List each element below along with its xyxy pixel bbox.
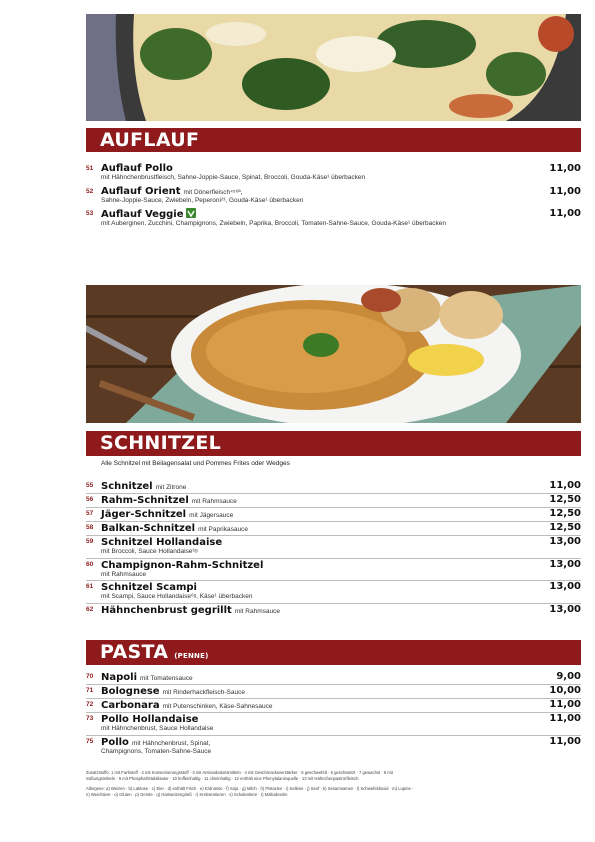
allergens-note: Allergene: a) Weizen · b) Laktose · c) Eier · d) enthält Fisch · e) Erdnüsse · f) Soja · g) Milch · h) Pistazien · i) Sellerie · j) Senf · k) Sesamsamen · l) Schwefeldioxid · m) Lupine · n) Weichtiere · o) Gluten · p) Gerste · q) Hartweizengrieß · r) Krebsentieren · s) Schalentiere · t) Maltodextrin bbox=[86, 786, 414, 798]
item-name: Pollo Hollandaise bbox=[101, 714, 199, 725]
menu-item bbox=[86, 208, 581, 229]
item-name: Auflauf Veggie bbox=[101, 209, 184, 221]
item-number: 51 bbox=[86, 165, 94, 172]
item-price: 12,50 bbox=[549, 508, 581, 519]
item-inline-description: mit Hähnchenbrust, Spinat, bbox=[131, 739, 211, 747]
item-number: 53 bbox=[86, 210, 94, 218]
item-price: 12,50 bbox=[549, 522, 581, 533]
item-price: 11,00 bbox=[549, 185, 581, 197]
item-description: mit Scampi, Sauce Hollandaise⁶ᵍ, Käse¹ überbacken bbox=[101, 593, 253, 601]
menu-item bbox=[86, 559, 581, 582]
item-name: Bolognese bbox=[101, 686, 160, 697]
item-number: 55 bbox=[86, 482, 94, 489]
item-inline-description: mit Dönerfleisch⁴⁵⁶ª, bbox=[183, 188, 243, 196]
menu-item bbox=[86, 508, 581, 522]
section-title-suffix: (PENNE) bbox=[174, 652, 209, 660]
menu-item bbox=[86, 604, 581, 617]
item-name: Schnitzel Hollandaise bbox=[101, 537, 223, 548]
item-number: 56 bbox=[86, 496, 94, 503]
menu-item bbox=[86, 480, 581, 494]
menu-item bbox=[86, 685, 581, 699]
item-name: Rahm-Schnitzel bbox=[101, 495, 189, 506]
menu-item bbox=[86, 494, 581, 508]
item-number: 71 bbox=[86, 687, 94, 694]
item-price: 11,00 bbox=[549, 699, 581, 710]
item-price: 11,00 bbox=[549, 480, 581, 491]
schnitzel-photo bbox=[86, 285, 581, 423]
item-price: 11,00 bbox=[549, 208, 581, 220]
item-inline-description: mit Tomatensauce bbox=[140, 675, 193, 682]
item-inline-description: mit Rahmsauce bbox=[191, 498, 237, 505]
item-inline-description: mit Rinderhackfleisch-Sauce bbox=[162, 689, 245, 696]
item-name: Auflauf Orient bbox=[101, 185, 181, 197]
item-number: 60 bbox=[86, 560, 94, 568]
item-price: 9,00 bbox=[556, 671, 581, 682]
item-name: Schnitzel bbox=[101, 481, 153, 492]
schnitzel-intro: Alle Schnitzel mit Beilagensalat und Pommes Frites oder Wedges bbox=[101, 460, 290, 467]
menu-item bbox=[86, 671, 581, 685]
item-description: mit Hähnchenbrustfleisch, Sahne-Joppie-Sauce, Spinat, Broccoli, Gouda-Käse¹ überbacken bbox=[101, 174, 366, 181]
item-name: Hähnchenbrust gegrillt bbox=[101, 604, 232, 616]
item-name: Balkan-Schnitzel bbox=[101, 523, 196, 534]
item-name: Champignon-Rahm-Schnitzel bbox=[101, 559, 264, 571]
item-number: 73 bbox=[86, 715, 94, 722]
section-title-schnitzel: SCHNITZEL bbox=[100, 432, 222, 454]
section-banner-schnitzel bbox=[86, 431, 581, 456]
item-number: 61 bbox=[86, 583, 94, 591]
item-price: 13,00 bbox=[549, 581, 581, 593]
footnotes bbox=[86, 770, 416, 802]
item-description: Champignons, Tomaten-Sahne-Sauce bbox=[101, 747, 212, 755]
menu-item bbox=[86, 522, 581, 536]
item-number: 70 bbox=[86, 673, 94, 680]
item-description: mit Broccoli, Sauce Hollandaise⁶ᵍ bbox=[101, 548, 198, 555]
item-number: 75 bbox=[86, 737, 94, 745]
item-inline-description: mit Jägersauce bbox=[189, 512, 234, 519]
item-price: 12,50 bbox=[549, 494, 581, 505]
menu-item bbox=[86, 536, 581, 559]
menu-item bbox=[86, 713, 581, 736]
schnitzel-list bbox=[86, 480, 581, 617]
item-description: mit Rahmsauce bbox=[101, 570, 147, 578]
item-description: Sahne-Joppie-Sauce, Zwiebeln, Peperoni²³, Gouda-Käse¹ überbacken bbox=[101, 196, 304, 204]
item-number: 57 bbox=[86, 510, 94, 517]
item-price: 11,00 bbox=[549, 735, 581, 747]
menu-item bbox=[86, 186, 581, 206]
item-name: Jäger-Schnitzel bbox=[101, 509, 187, 520]
item-inline-description: mit Zitrone bbox=[155, 484, 187, 491]
menu-item bbox=[86, 736, 581, 758]
item-number: 52 bbox=[86, 187, 94, 195]
item-price: 13,00 bbox=[549, 603, 581, 615]
item-name: Napoli bbox=[101, 672, 138, 683]
item-inline-description: mit Putenschinken, Käse-Sahnesauce bbox=[162, 703, 273, 710]
menu-item bbox=[86, 163, 581, 183]
item-number: 59 bbox=[86, 538, 94, 545]
item-name: Carbonara bbox=[101, 700, 160, 711]
section-banner-pasta bbox=[86, 640, 581, 665]
item-price: 11,00 bbox=[549, 163, 581, 174]
item-description: mit Auberginen, Zucchini, Champignons, Zwiebeln, Paprika, Broccoli, Tomaten-Sahne-Sauce, Gouda-Käse¹ überbacken bbox=[101, 220, 446, 228]
item-number: 58 bbox=[86, 524, 94, 531]
item-price: 13,00 bbox=[549, 558, 581, 570]
item-name: Auflauf Pollo bbox=[101, 163, 173, 174]
item-number: 72 bbox=[86, 701, 94, 708]
menu-item bbox=[86, 699, 581, 713]
item-name: Pollo bbox=[101, 736, 129, 748]
vegetarian-leaf-icon bbox=[186, 208, 196, 218]
item-description: mit Hähnchenbrust, Sauce Hollandaise bbox=[101, 725, 214, 732]
menu-item bbox=[86, 581, 581, 604]
gratin-photo bbox=[86, 14, 581, 121]
item-price: 13,00 bbox=[549, 536, 581, 547]
pasta-list bbox=[86, 671, 581, 757]
section-title-pasta: PASTA bbox=[100, 641, 169, 663]
item-inline-description: mit Rahmsauce bbox=[234, 607, 280, 615]
auflauf-list bbox=[86, 163, 581, 232]
additives-note: Zusatzstoffe: 1 mit Farbstoff · 2 mit Konservierungsstoff · 3 mit Antioxidationsmitteln · 4 mit Geschmacksverstärker · 5 geschwefelt · 6 geschwärzt · 7 gewachst · 8 mit Süßungsmitteln · 9 mit Phosphat/Stabilisator · 10 koffeinhaltig · 11 chininhaltig · 12 enthält eine Phenylalaninquelle · 13 mit Hähnchenpastrorfleisch bbox=[86, 770, 393, 782]
item-price: 11,00 bbox=[549, 713, 581, 724]
item-inline-description: mit Paprikasauce bbox=[198, 526, 248, 533]
item-price: 10,00 bbox=[549, 685, 581, 696]
section-title-auflauf: AUFLAUF bbox=[100, 129, 200, 151]
item-name: Schnitzel Scampi bbox=[101, 582, 197, 594]
section-banner-auflauf bbox=[86, 128, 581, 152]
item-number: 62 bbox=[86, 605, 94, 613]
